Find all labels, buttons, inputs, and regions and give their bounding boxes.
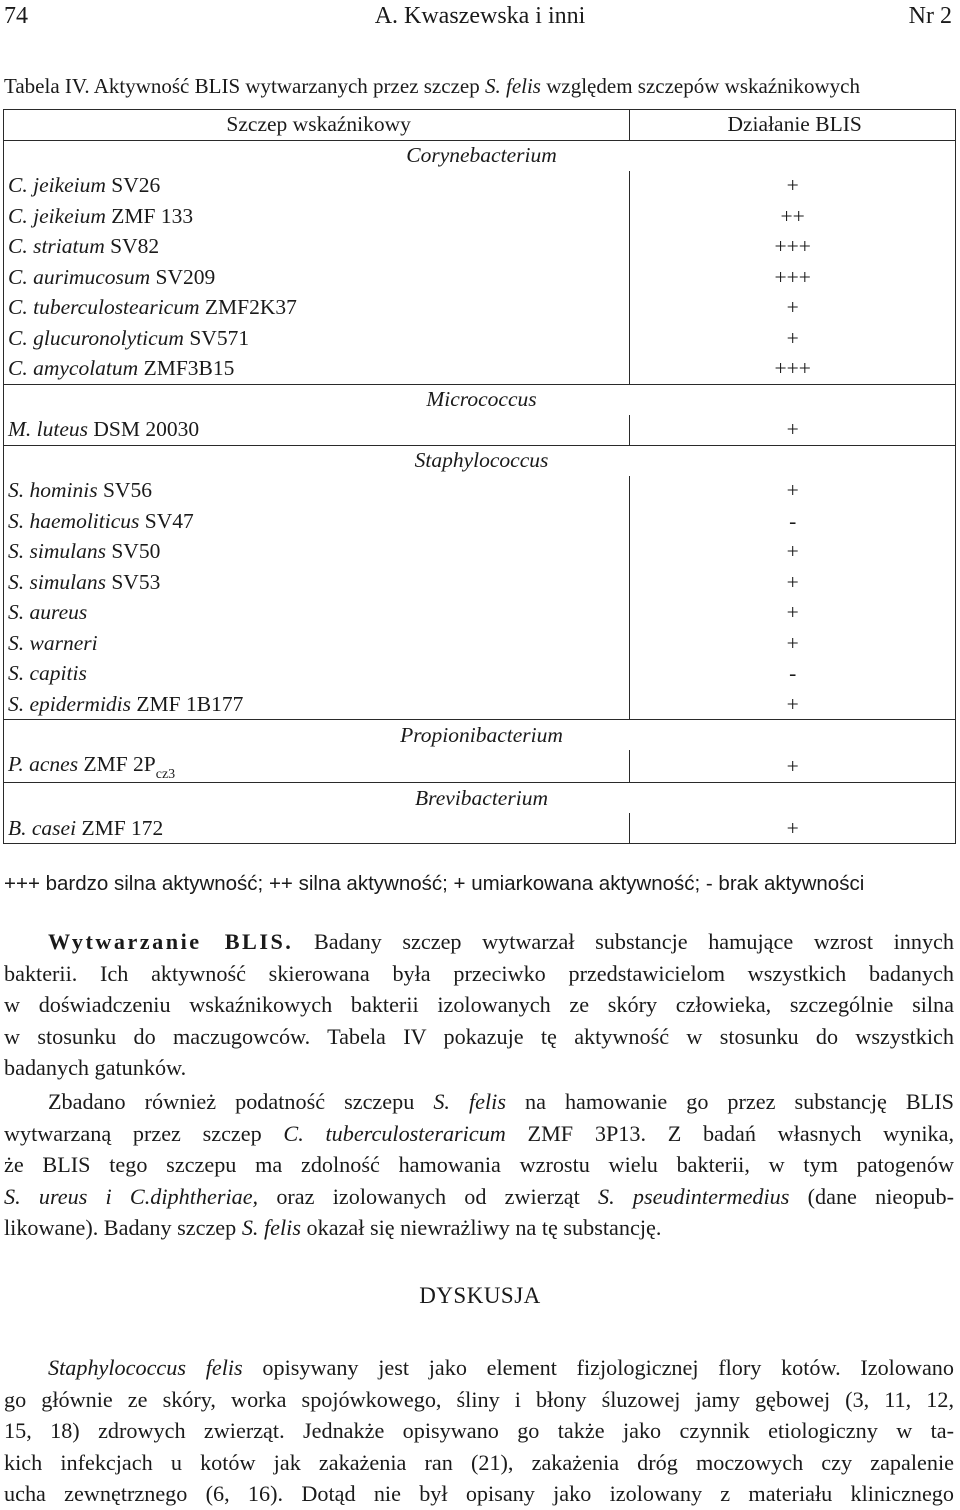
text-fragment: S. ureus i C.diphtheriae, [4, 1183, 259, 1209]
strain-id: SV47 [139, 508, 194, 533]
activity-cell: +++ [630, 354, 956, 385]
species-name: S. simulans [8, 569, 106, 594]
activity-cell: + [630, 813, 956, 844]
table-row [4, 813, 956, 844]
strain-cell [4, 506, 630, 537]
species-name: P. acnes [8, 752, 79, 776]
genus-row [4, 720, 956, 751]
text-line: 15, 18) zdrowych zwierząt. Jednakże opisywano go także jako czynnik etiologiczny w ta- [4, 1418, 954, 1444]
strain-id: SV56 [97, 478, 152, 503]
activity-cell: ++ [630, 201, 956, 232]
species-name: S. simulans [8, 539, 106, 564]
strain-id: ZMF 133 [105, 203, 194, 228]
text-line: ucha zewnętrznego (6, 16). Dotąd nie był opisany jako izolowany z materiału klinicznego [4, 1481, 954, 1507]
species-name: C. amycolatum [8, 356, 139, 380]
caption-species: S. felis [484, 74, 541, 98]
species-name: S. epidermidis [8, 691, 132, 716]
strain-cell [4, 598, 630, 629]
strain-id: ZMF 172 [76, 815, 164, 840]
table-row [4, 598, 956, 629]
strain-id: ZMF2K37 [199, 295, 297, 320]
column-header-strain: Szczep wskaźnikowy [4, 110, 630, 141]
text-fragment: opisywany jest jako element fizjologicznej flory kotów. Izolowano [242, 1355, 954, 1380]
activity-cell: + [630, 567, 956, 598]
text-fragment: okazał się niewrażliwy na tę substancję. [300, 1215, 662, 1241]
text-fragment: Staphylococcus felis [48, 1355, 243, 1380]
text-line: że BLIS tego szczepu ma zdolność hamowania wzrostu wielu bakterii, w tym patogenów [4, 1152, 954, 1178]
species-name: M. luteus [8, 417, 89, 441]
strain-id: ZMF3B15 [138, 356, 235, 380]
table-row [4, 354, 956, 385]
strain-id: SV26 [105, 173, 161, 198]
genus-label: Propionibacterium [4, 720, 956, 751]
strain-id: SV53 [105, 569, 161, 594]
paragraph-susceptibility [4, 1086, 954, 1244]
species-name: C. tuberculostearicum [8, 295, 200, 320]
column-header-activity: Działanie BLIS [630, 110, 956, 141]
strain-cell [4, 232, 630, 263]
paragraph-discussion [4, 1352, 954, 1510]
table-legend: +++ bardzo silna aktywność; ++ silna aktywność; + umiarkowana aktywność; - brak aktywności [4, 872, 865, 895]
species-name: S. warneri [8, 630, 98, 655]
table-row [4, 171, 956, 202]
strain-cell [4, 750, 630, 783]
table-row [4, 262, 956, 293]
activity-cell: + [630, 750, 956, 783]
genus-label: Micrococcus [4, 384, 956, 415]
table-caption [4, 74, 860, 99]
table-row [4, 323, 956, 354]
species-name: S. hominis [8, 478, 98, 503]
strain-subscript: cz3 [155, 767, 176, 782]
text-line: bakterii. Ich aktywność skierowana była przeciwko przedstawicielom wszystkich badanych [4, 960, 954, 986]
text-fragment: likowane). Badany szczep [4, 1215, 242, 1241]
genus-row [4, 783, 956, 814]
species-name: S. haemoliticus [8, 508, 140, 533]
text-fragment: na hamowanie go przez substancję BLIS [505, 1089, 954, 1114]
text-fragment: ZMF 3P13. Z badań własnych wynika, [505, 1120, 954, 1146]
table-row [4, 293, 956, 324]
species-name: C. jeikeium [8, 173, 106, 198]
activity-cell: + [630, 598, 956, 629]
activity-cell: +++ [630, 232, 956, 263]
text-line: badanych gatunków. [4, 1055, 187, 1081]
page-number: 74 [4, 3, 28, 29]
species-name: C. striatum [8, 234, 105, 259]
running-header-authors: A. Kwaszewska i inni [374, 3, 586, 29]
table-row [4, 415, 956, 446]
blis-activity-table [3, 109, 956, 844]
text-fragment: Zbadano również podatność szczepu [48, 1089, 434, 1114]
strain-id: SV50 [105, 539, 161, 564]
strain-cell [4, 689, 630, 720]
text-line: Badany szczep wytwarzał substancje hamujące wzrost innych [293, 929, 954, 954]
strain-id: ZMF 1B177 [131, 691, 244, 716]
activity-cell: + [630, 628, 956, 659]
section-title: DYSKUSJA [419, 1283, 541, 1308]
text-line: w stosunku do maczugowców. Tabela IV pokazuje tę aktywność w stosunku do wszystkich [4, 1023, 954, 1049]
strain-cell [4, 201, 630, 232]
caption-prefix: Tabela IV. Aktywność BLIS wytwarzanych przez szczep [4, 74, 485, 98]
text-fragment: (dane nieopub- [789, 1183, 954, 1209]
strain-id: DSM 20030 [88, 417, 200, 441]
issue-number: Nr 2 [908, 3, 952, 29]
strain-cell [4, 415, 630, 446]
genus-row [4, 445, 956, 476]
strain-cell [4, 323, 630, 354]
strain-cell [4, 813, 630, 844]
table-header-row [4, 110, 956, 141]
strain-cell [4, 628, 630, 659]
table-row [4, 689, 956, 720]
strain-cell [4, 171, 630, 202]
strain-cell [4, 354, 630, 385]
species-name: B. casei [8, 815, 77, 840]
table-row [4, 750, 956, 783]
activity-cell: + [630, 537, 956, 568]
genus-label: Corynebacterium [4, 140, 956, 171]
text-fragment: S. felis [433, 1089, 506, 1114]
table-row [4, 232, 956, 263]
table-row [4, 567, 956, 598]
text-fragment: C. tuberculosteraricum [283, 1120, 506, 1146]
text-line: w doświadczeniu wskaźnikowych bakterii izolowanych ze skóry człowieka, szczególnie silna [4, 992, 954, 1018]
genus-row [4, 384, 956, 415]
activity-cell: + [630, 689, 956, 720]
activity-cell: + [630, 476, 956, 507]
species-name: S. capitis [8, 661, 87, 686]
text-fragment: S. felis [241, 1215, 301, 1241]
species-name: S. aureus [8, 600, 88, 625]
table-row [4, 659, 956, 690]
strain-cell [4, 476, 630, 507]
text-line: go głównie ze skóry, worka spojówkowego, śliny i błony śluzowej jamy gębowej (3, 11, 12, [4, 1386, 954, 1412]
genus-label: Staphylococcus [4, 445, 956, 476]
strain-cell [4, 293, 630, 324]
genus-label: Brevibacterium [4, 783, 956, 814]
strain-cell [4, 537, 630, 568]
text-line: kich infekcjach u kotów jak zakażenia ran (21), zakażenia dróg moczowych czy zapalenie [4, 1449, 954, 1475]
strain-cell [4, 567, 630, 598]
table-row [4, 506, 956, 537]
table-row [4, 476, 956, 507]
strain-cell [4, 262, 630, 293]
text-fragment: S. pseudintermedius [598, 1183, 790, 1209]
caption-suffix: względem szczepów wskaźnikowych [540, 74, 860, 98]
table-row [4, 628, 956, 659]
activity-cell: - [630, 659, 956, 690]
species-name: C. aurimucosum [8, 264, 151, 289]
activity-cell: + [630, 415, 956, 446]
strain-cell [4, 659, 630, 690]
table-row [4, 201, 956, 232]
species-name: C. glucuronolyticum [8, 325, 184, 350]
activity-cell: + [630, 323, 956, 354]
running-header [0, 3, 960, 33]
paragraph-heading: Wytwarzanie BLIS. [48, 929, 294, 954]
activity-cell: +++ [630, 262, 956, 293]
activity-cell: - [630, 506, 956, 537]
genus-row [4, 140, 956, 171]
strain-id: SV82 [104, 234, 160, 259]
text-fragment: wytwarzaną przez szczep [4, 1120, 284, 1146]
activity-cell: + [630, 293, 956, 324]
strain-id: ZMF 2P [78, 752, 156, 776]
activity-cell: + [630, 171, 956, 202]
paragraph-blis-production [4, 926, 954, 1084]
strain-id: SV571 [183, 325, 250, 350]
species-name: C. jeikeium [8, 203, 106, 228]
text-fragment: oraz izolowanych od zwierząt [258, 1183, 599, 1209]
strain-id: SV209 [150, 264, 216, 289]
table-row [4, 537, 956, 568]
